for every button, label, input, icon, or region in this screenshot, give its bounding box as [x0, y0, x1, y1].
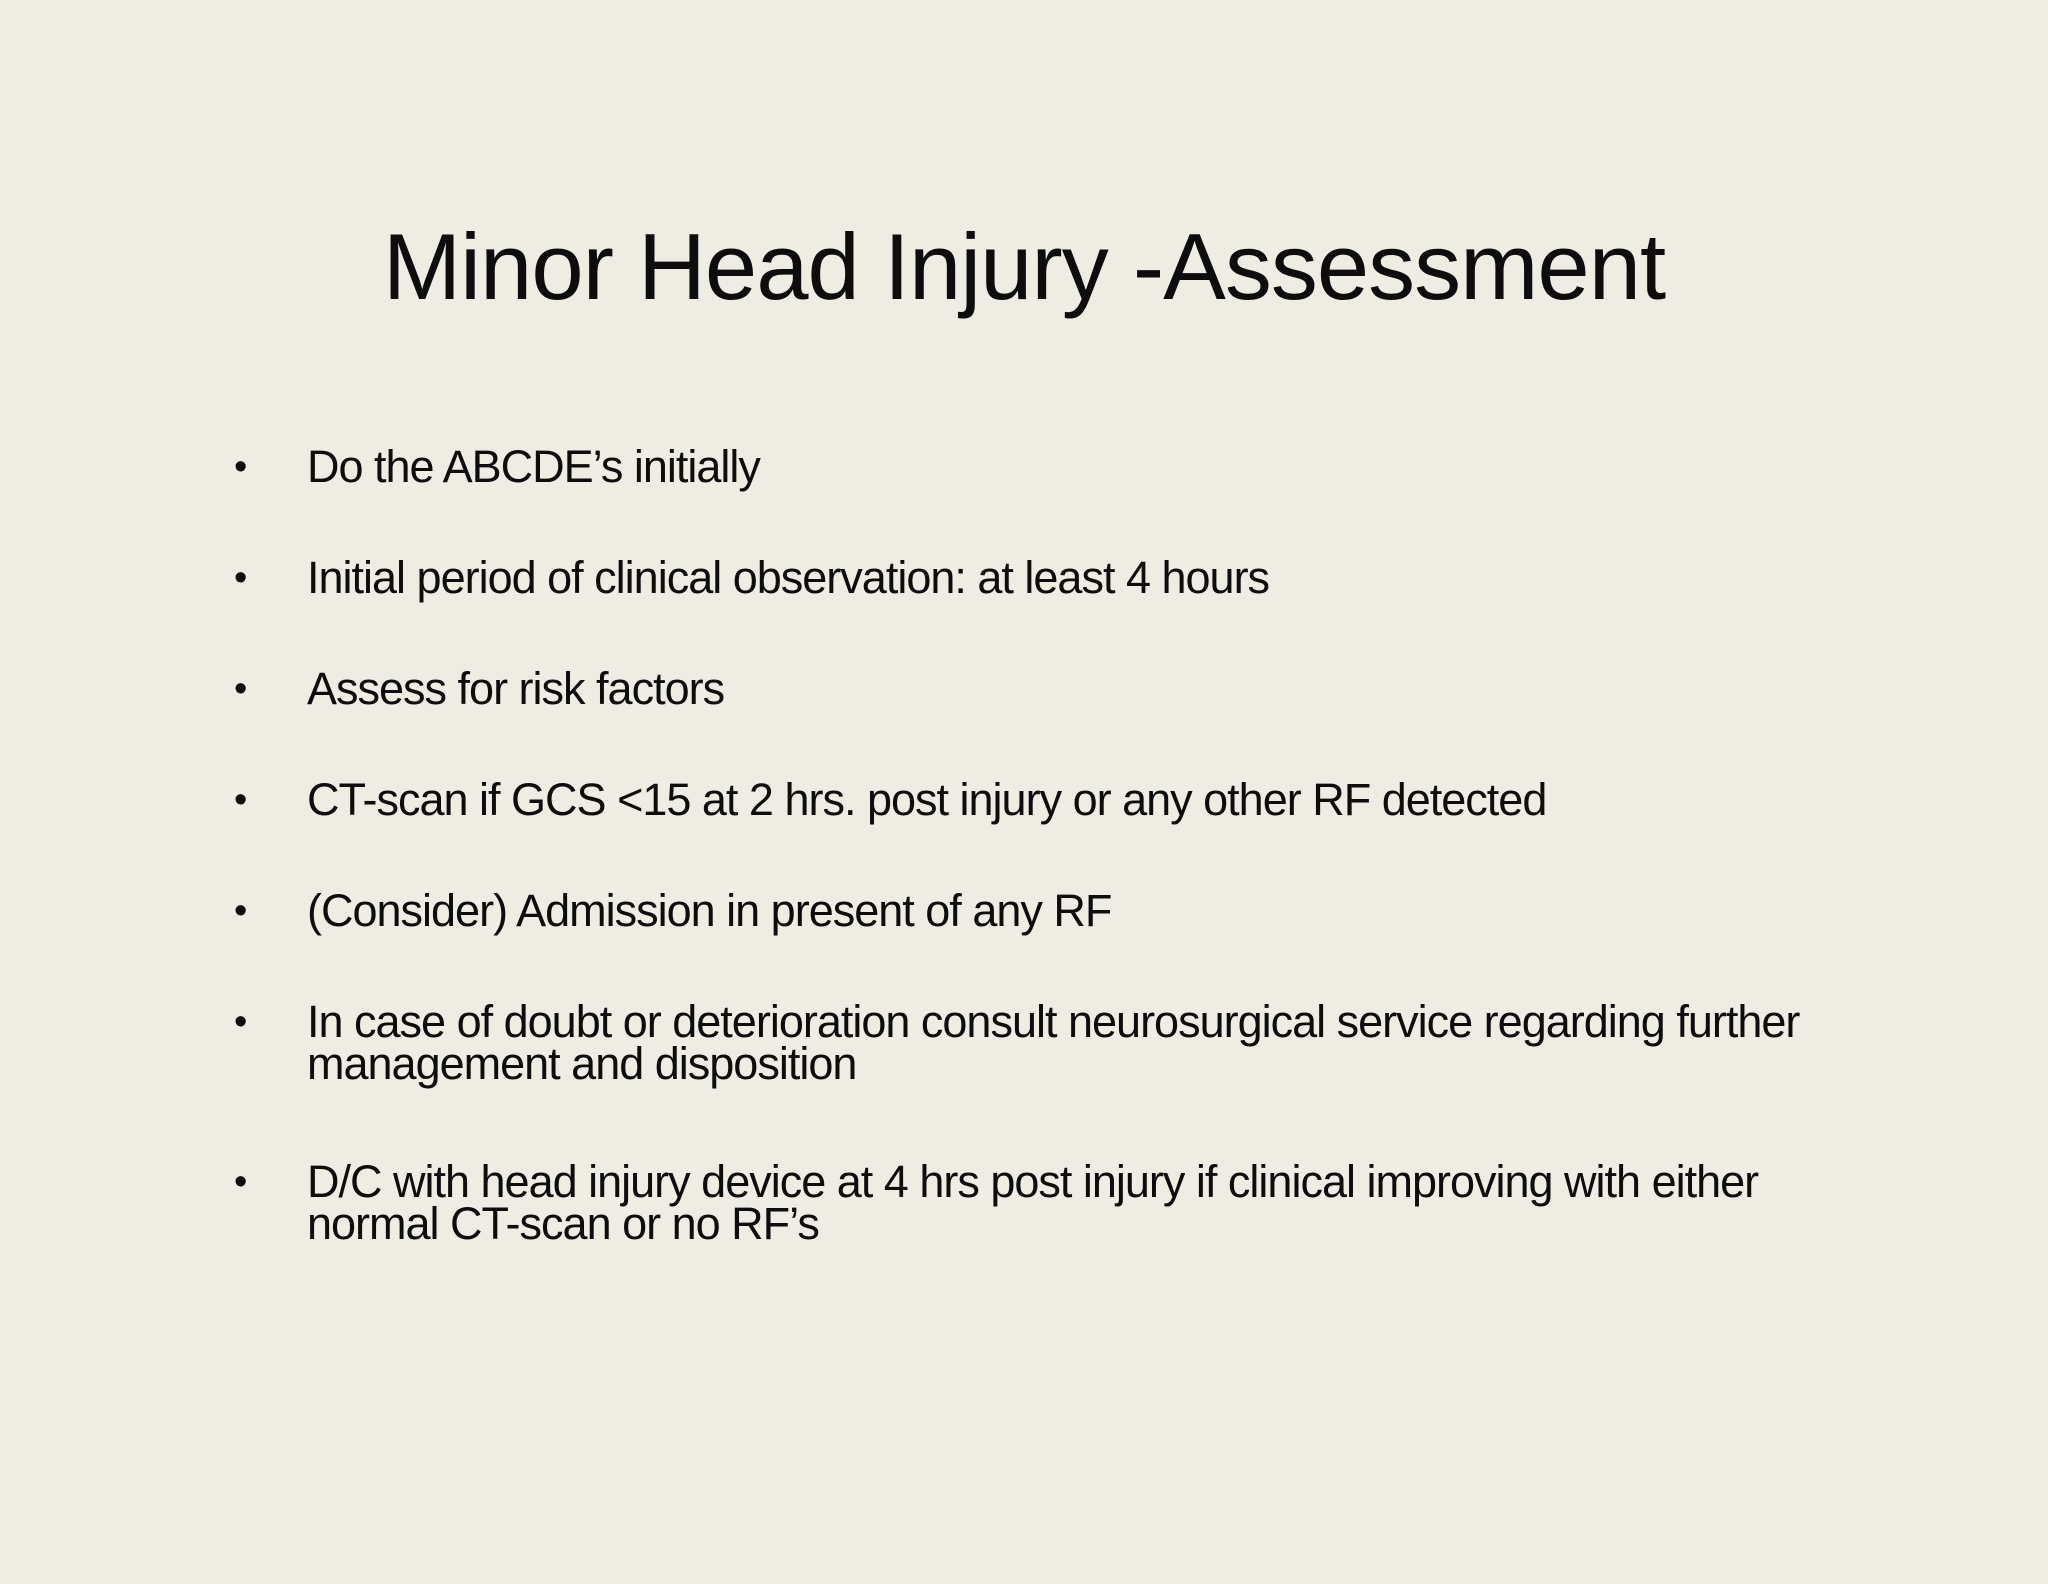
bullet-dot-icon: •	[234, 779, 247, 821]
bullet-text: (Consider) Admission in present of any RF	[307, 885, 1112, 936]
bullet-item-risk-factors	[234, 663, 1834, 714]
bullet-text: In case of doubt or deterioration consult neurosurgical service regarding further management and disposition	[307, 996, 1800, 1089]
bullet-item-ct-scan	[234, 774, 1834, 825]
bullet-dot-icon: •	[234, 668, 247, 710]
bullet-text: D/C with head injury device at 4 hrs post injury if clinical improving with either normal CT-scan or no RF’s	[307, 1156, 1759, 1249]
bullet-list	[234, 441, 1834, 1321]
bullet-text: Do the ABCDE’s initially	[307, 441, 760, 492]
bullet-item-abcde	[234, 441, 1834, 492]
bullet-item-discharge	[234, 1156, 1834, 1249]
bullet-dot-icon: •	[234, 1161, 247, 1203]
bullet-dot-icon: •	[234, 557, 247, 599]
bullet-dot-icon: •	[234, 446, 247, 488]
bullet-text: Assess for risk factors	[307, 663, 725, 714]
bullet-text: CT-scan if GCS <15 at 2 hrs. post injury or any other RF detected	[307, 774, 1547, 825]
bullet-item-consult	[234, 996, 1834, 1089]
bullet-item-observation	[234, 552, 1834, 603]
bullet-dot-icon: •	[234, 890, 247, 932]
bullet-text: Initial period of clinical observation: at least 4 hours	[307, 552, 1270, 603]
bullet-item-admission	[234, 885, 1834, 936]
bullet-dot-icon: •	[234, 1001, 247, 1043]
slide-title: Minor Head Injury -Assessment	[382, 214, 1666, 319]
